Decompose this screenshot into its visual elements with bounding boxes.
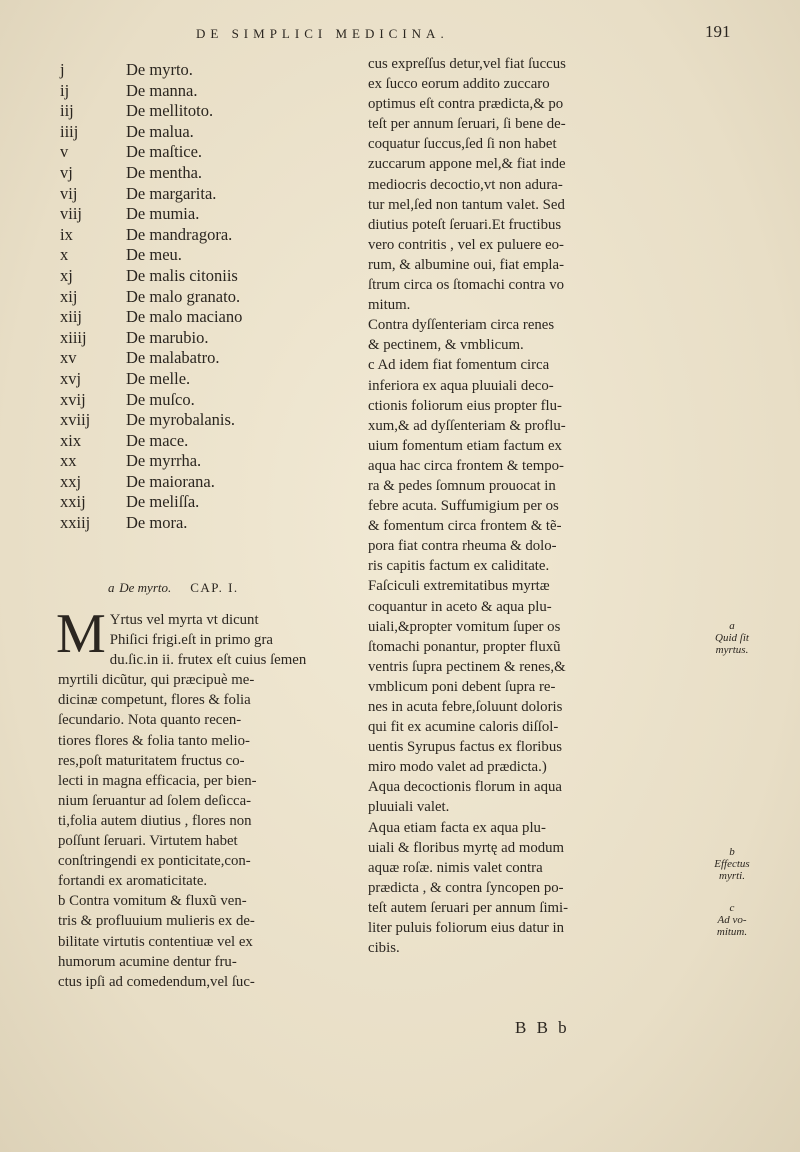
chapter-title: De myrto. [119,580,172,595]
text-line: prædicta , & contra ſyncopen po- [368,879,564,896]
toc-title: De mora. [126,513,188,533]
text-line: uiali,&propter vomitum ſuper os [368,618,561,635]
toc-number: j [60,60,65,79]
text-line: dicinæ competunt, flores & folia [58,692,251,709]
toc-entry [60,81,330,102]
text-line: mediocris decoctio,vt non adura- [368,176,563,193]
text-line: ris capitis factum ex caliditate. [368,558,550,575]
toc-title: De muſco. [126,389,195,409]
text-line: inferiora ex aqua pluuiali deco- [368,377,554,394]
text-line: poſſunt ſeruari. Virtutem habet [58,833,238,850]
margin-note-line: Quid ſit [715,632,749,644]
text-line: vmblicum poni debent ſupra re- [368,678,556,695]
text-line: rum, & albumine oui, fiat empla- [368,256,565,273]
toc-title: De mandragora. [126,224,233,244]
toc-number: xvij [60,389,86,409]
chapter-marker: a [108,580,115,595]
toc-title: De maiorana. [126,471,215,491]
text-line: Yrtus vel myrta vt dicunt [109,612,259,628]
toc-title: De mellitoto. [126,101,214,121]
text-line: coquantur in aceto & aqua plu- [368,598,552,615]
toc-number: xv [60,348,77,368]
toc-number: iij [60,101,74,121]
toc-entry [60,451,330,472]
toc-entry [60,204,330,225]
toc-title: De malo granato. [126,286,241,306]
text-line: ex ſucco eorum addito zuccaro [368,76,550,93]
toc-entry [60,492,330,513]
toc-title: De mace. [126,430,189,450]
text-line: c Ad idem fiat fomentum circa [368,357,550,374]
toc-entry [60,513,330,534]
text-line: conſtringendi ex ponticitate,con- [58,853,251,870]
toc-entry [60,287,330,308]
toc-entry [60,266,330,287]
drop-capital: M [56,603,106,665]
toc-entry [60,142,330,163]
text-line: liter puluis foliorum eius datur in [368,920,565,937]
toc-entry [60,122,330,143]
text-line: vero contritis , vel ex puluere eo- [368,236,564,253]
margin-note-line: a [729,620,735,632]
text-line: lecti in magna efficacia, per bien- [58,772,257,789]
text-line: teſt per annum ſeruari, ſi bene de- [368,116,566,133]
text-line: Faſciculi extremitatibus myrtæ [368,578,550,595]
margin-note-line: myrtus. [715,644,749,656]
toc-entry [60,348,330,369]
toc-title: De maſtice. [126,142,203,162]
toc-number: xiiij [60,327,87,347]
text-line: uiali & floribus myrtę ad modum [368,839,565,856]
text-line: b Contra vomitum & fluxũ ven- [58,893,247,910]
page-number: 191 [705,22,731,41]
text-line: aquæ roſæ. nimis valet contra [368,859,543,876]
toc-number: v [60,142,69,162]
chapter-heading [108,580,239,596]
toc-title: De mumia. [126,204,200,224]
text-line: ſtrum circa os ſtomachi contra vo [368,277,564,294]
text-line: ra & pedes ſomnum prouocat in [368,477,556,494]
toc-title: De mentha. [126,162,203,182]
toc-entry [60,431,330,452]
toc-number: vij [60,183,78,203]
text-line: febre acuta. Suffumigium per os [368,498,559,515]
text-line: Contra dyſſenteriam circa renes [368,317,555,334]
toc-title: De marubio. [126,327,209,347]
text-line: ſtomachi ponantur, propter fluxũ [368,638,561,655]
text-line: cus expreſſus detur,vel fiat ſuccus [368,56,566,72]
text-line: res,poſt maturitatem fructus co- [58,752,245,769]
toc-title: De meu. [126,245,182,265]
text-line: pluuiali valet. [368,799,450,816]
text-line: & pectinem, & vmblicum. [368,337,524,354]
toc-title: De malabatro. [126,348,220,368]
toc-entry [60,184,330,205]
text-line: cibis. [368,940,400,957]
text-line: nium ſeruantur ad ſolem deſicca- [58,792,252,809]
toc-title: De margarita. [126,183,217,203]
toc-entry [60,225,330,246]
toc-entry [60,472,330,493]
signature-mark: B B b [515,1018,570,1037]
text-line: optimus eſt contra prædicta,& po [368,96,564,113]
toc-number: xx [60,451,77,471]
toc-number: xiij [60,307,83,327]
text-line: uium fomentum etiam factum ex [368,437,562,454]
text-line: Aqua decoctionis florum in aqua [368,779,562,796]
toc-number: xxj [60,471,82,491]
text-line: zuccarum appone mel,& fiat inde [368,156,566,173]
running-head: DE SIMPLICI MEDICINA. [196,26,449,41]
right-text-column [368,54,658,958]
text-line: tris & profluuium mulieris ex de- [58,913,255,930]
toc-entry [60,163,330,184]
margin-note-a [692,620,772,656]
toc-title: De myrto. [126,60,193,79]
text-line: uentis Syrupus factus ex floribus [368,739,562,756]
text-line: pora fiat contra rheuma & dolo- [368,538,557,555]
text-line: aqua hac circa frontem & tempo- [368,457,564,474]
chapter-index [60,60,330,534]
margin-note-line: c [729,902,735,914]
text-line: Phiſici frigi.eſt in primo gra [109,632,273,649]
left-text-column [56,603,368,992]
toc-entry [60,60,330,81]
toc-number: vj [60,162,73,182]
text-line: ventris ſupra pectinem & renes,& [368,658,566,675]
text-line: coquatur ſuccus,ſed ſi non habet [368,136,557,153]
toc-entry [60,410,330,431]
toc-entry [60,328,330,349]
text-line: bilitate virtutis contentiuæ vel ex [58,933,253,950]
margin-note-line: mitum. [716,926,748,938]
text-line: xum,& ad dyſſenteriam & proflu- [368,417,566,434]
toc-number: xviij [60,410,91,430]
toc-number: viij [60,204,83,224]
text-line: myrtili dicũtur, qui præcipuè me- [58,672,255,689]
text-line: humorum acumine dentur fru- [58,953,237,970]
toc-entry [60,245,330,266]
text-line: & fomentum circa frontem & tẽ- [368,518,562,535]
margin-note-line: myrti. [719,870,745,882]
margin-note-c [692,902,772,938]
toc-title: De manna. [126,80,198,100]
toc-entry [60,307,330,328]
margin-note-line: b [729,846,735,858]
toc-number: xj [60,265,73,285]
toc-number: xxij [60,492,86,512]
toc-entry [60,369,330,390]
toc-number: xvj [60,368,82,388]
text-line: qui fit ex acumine caloris diſſol- [368,719,559,736]
text-line: mitum. [368,297,411,314]
toc-number: xix [60,430,82,450]
toc-title: De melle. [126,368,191,388]
margin-note-line: Ad vo- [717,914,747,926]
text-line: tur mel,ſed non tantum valet. Sed [368,196,565,213]
text-line: tiores flores & folia tanto melio- [58,732,250,749]
toc-title: De myrobalanis. [126,410,236,430]
toc-title: De malua. [126,121,194,141]
text-line: ſecundario. Nota quanto recen- [58,712,242,729]
chapter-cap: CAP. I. [190,580,239,595]
text-line: ti,folia autem diutius , flores non [58,812,252,829]
toc-title: De meliſſa. [126,492,200,512]
text-line: nes in acuta febre,ſoluunt doloris [368,699,563,715]
toc-number: iiij [60,121,79,141]
toc-entry [60,101,330,122]
margin-note-b [692,846,772,882]
text-line: teſt autem ſeruari per annum ſimi- [368,899,569,916]
toc-title: De malis citoniis [126,265,238,285]
text-line: Aqua etiam facta ex aqua plu- [368,819,546,836]
toc-title: De malo maciano [126,307,243,327]
toc-number: x [60,245,69,265]
text-line: ctionis foliorum eius propter flu- [368,397,562,414]
toc-number: ij [60,80,70,100]
toc-number: xxiij [60,513,91,533]
toc-number: ix [60,224,73,244]
text-line: fortandi ex aromaticitate. [58,873,208,890]
text-line: diutius poteſt ſeruari.Et fructibus [368,216,562,233]
toc-number: xij [60,286,78,306]
toc-title: De myrrha. [126,451,202,471]
margin-note-line: Effectus [714,858,750,870]
text-line: miro modo valet ad prædicta.) [368,759,547,776]
toc-entry [60,390,330,411]
text-line: ctus ipſi ad comedendum,vel ſuc- [58,973,255,990]
text-line: du.ſic.in ii. frutex eſt cuius ſemen [109,652,307,669]
